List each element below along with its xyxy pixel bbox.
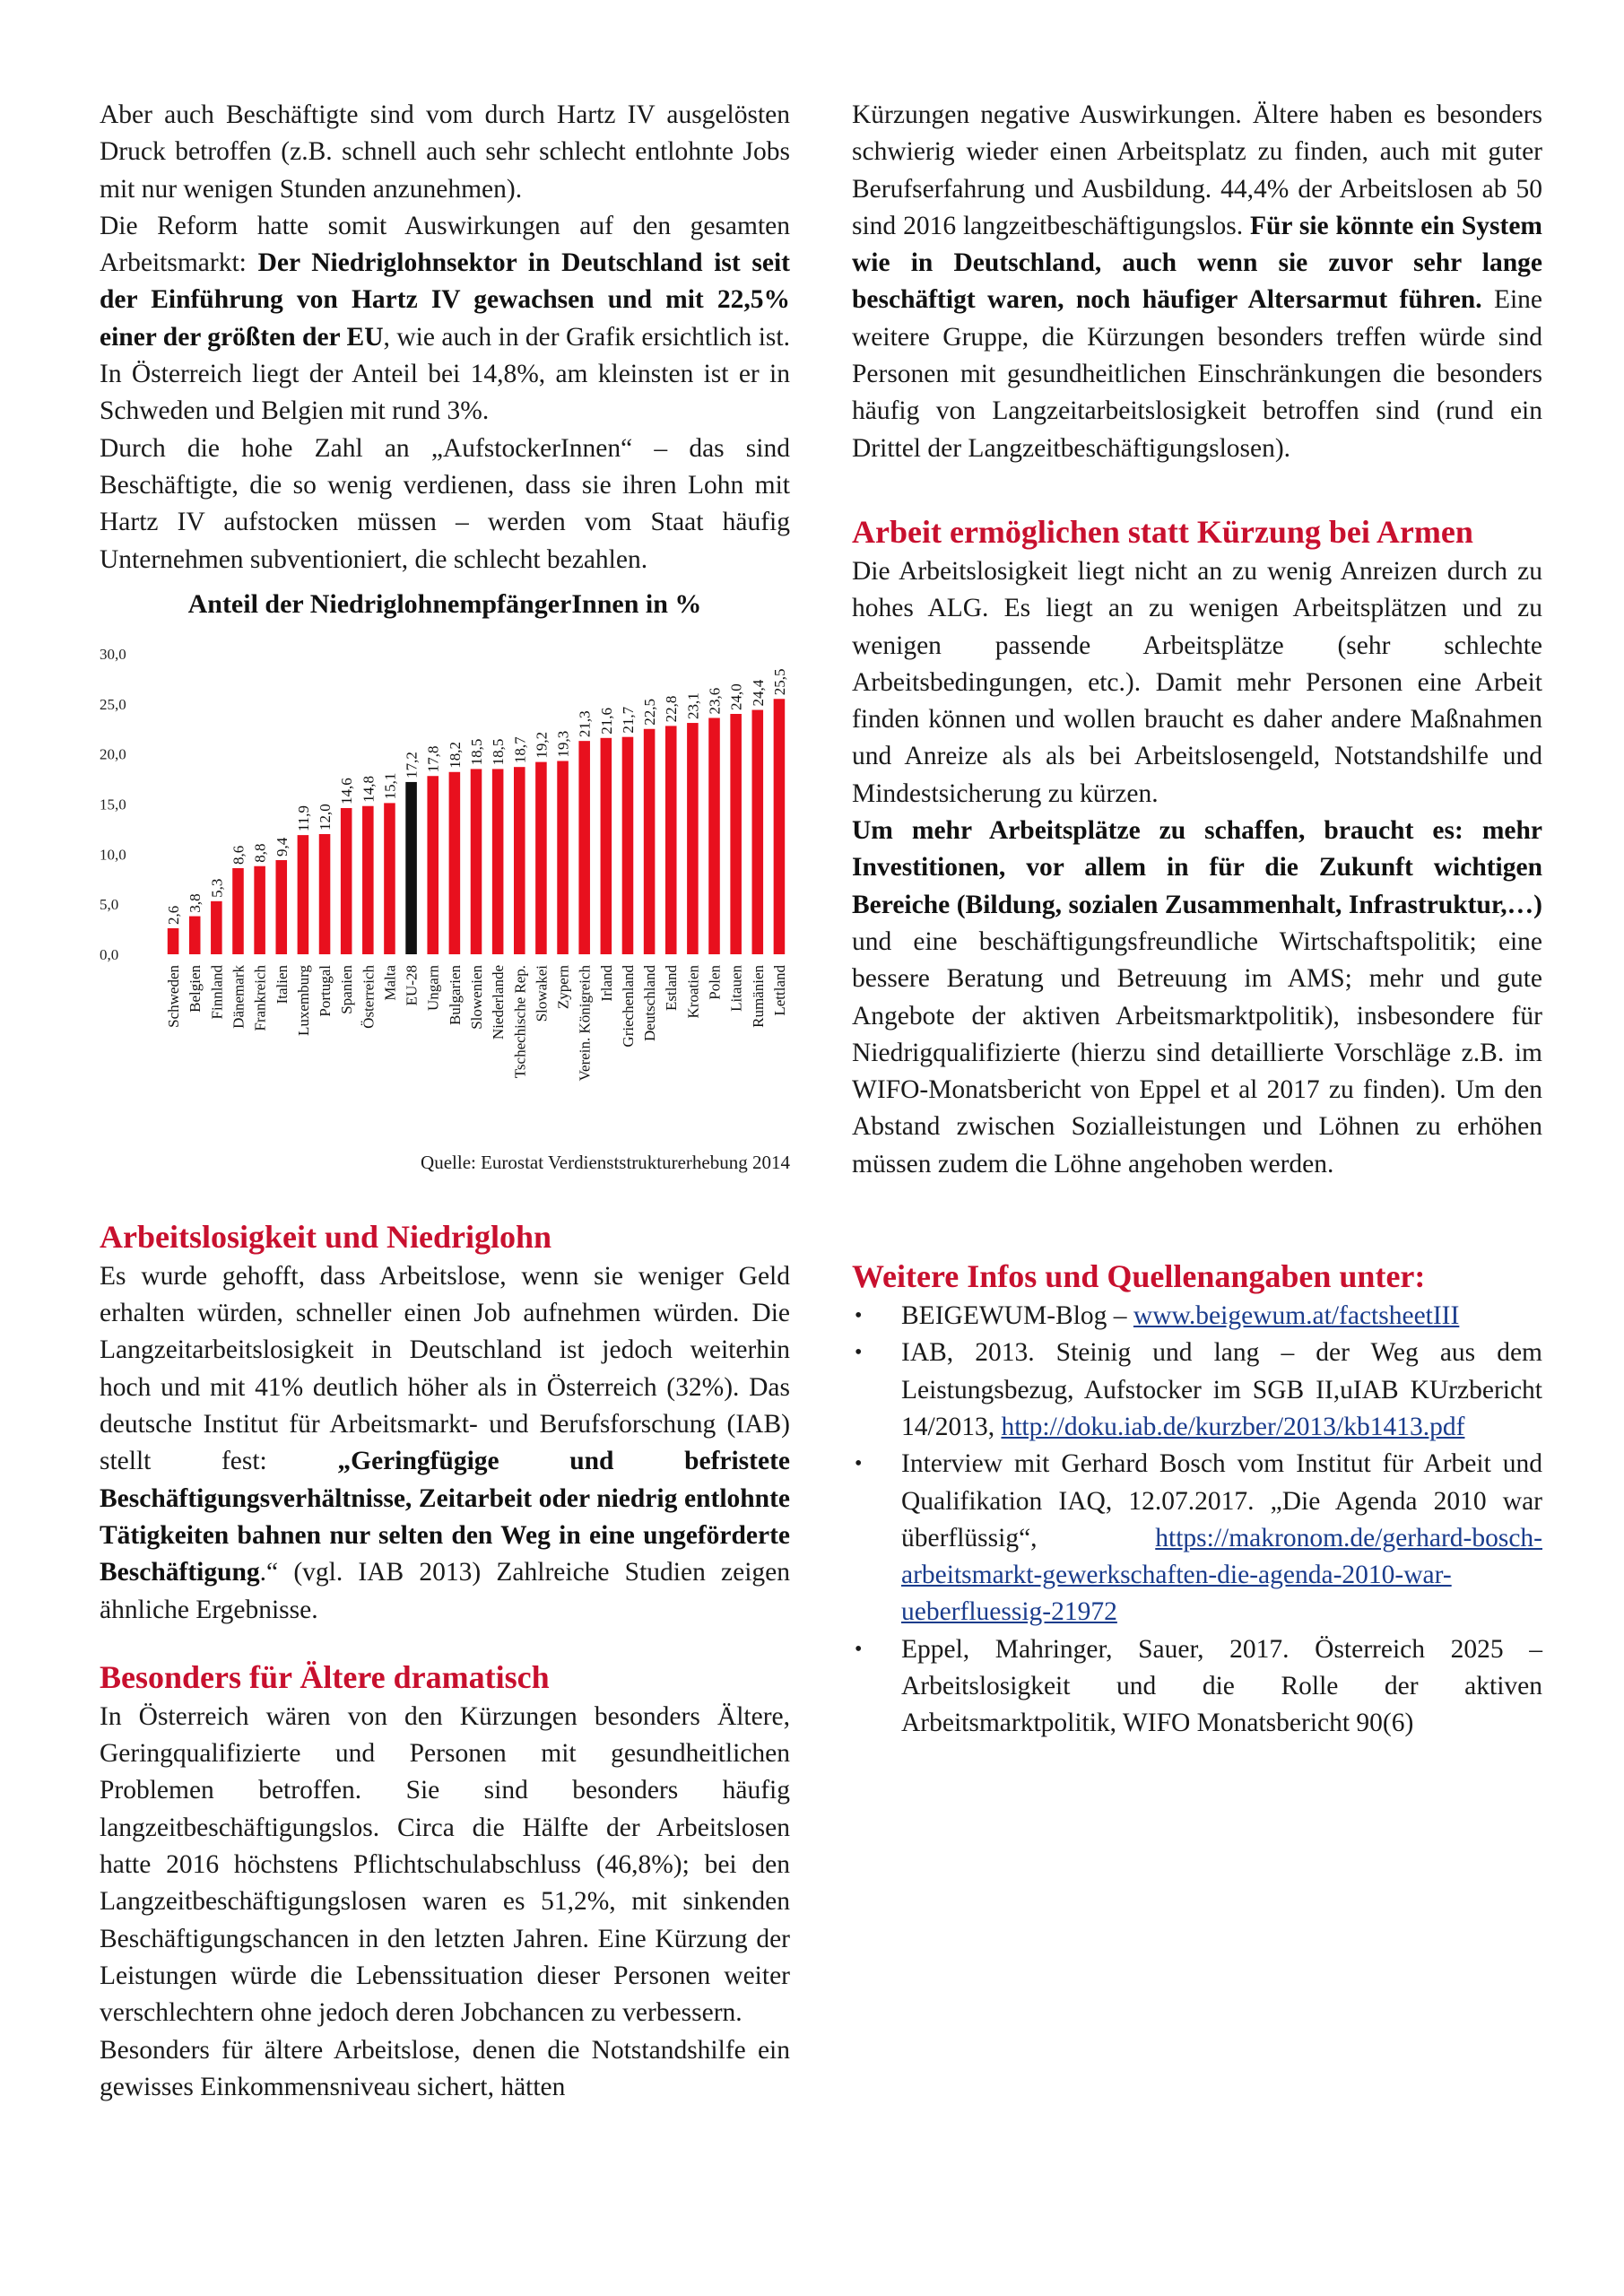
bar-value-label: 8,8 xyxy=(251,843,269,863)
category-label: Deutschland xyxy=(641,964,659,1041)
bar xyxy=(644,729,656,954)
bar xyxy=(405,782,417,954)
bar xyxy=(665,726,677,954)
intro-paragraph-1: Aber auch Beschäftigte sind vom durch Hartz IV ausgelösten Druck betroffen (z.B. schnell auch sehr schlecht entlohnte Jobs mit nur wenigen Stunden anzunehmen). xyxy=(100,100,790,204)
y-tick-label: 30,0 xyxy=(100,645,126,663)
bar-value-label: 2,6 xyxy=(165,905,183,925)
bar-value-label: 14,8 xyxy=(360,775,378,803)
bar xyxy=(254,866,265,954)
section1-quote-bold: „Geringfügige und befristete Beschäftigungsverhältnisse, Zeitarbeit oder niedrig entlohnte Tätigkeiten bahnen nur selten den Weg in eine ungeförderte Beschäftigung xyxy=(100,1447,790,1587)
category-label: Irland xyxy=(597,964,615,1002)
heading-arbeitslosigkeit: Arbeitslosigkeit und Niedriglohn xyxy=(100,1218,552,1255)
bar xyxy=(687,723,699,954)
section1-text-start: Es wurde gehofft, dass Arbeitslose, wenn sie weniger Geld erhalten würden, schneller einen Job aufnehmen würden. Die Langzeitarbeitslosigkeit in Deutschland ist jedoch weiterhin hoch und mit 41% deutlich höher als in Österreich (32%). Das deutsche Institut für Arbeitsmarkt- und Berufsforschung (IAB) stellt fest: xyxy=(100,1261,790,1476)
bar xyxy=(362,806,374,954)
bar xyxy=(341,808,352,954)
bar-value-label: 5,3 xyxy=(208,878,226,898)
bar xyxy=(384,803,395,954)
category-label: Niederlande xyxy=(490,964,508,1039)
category-label: Finnland xyxy=(208,964,226,1020)
reference-text: Interview mit Gerhard Bosch vom Institut für Arbeit und Qualifikation IAQ, 12.07.2017. „Die Agenda 2010 war überflüssig“, xyxy=(901,1449,1542,1552)
bar xyxy=(601,738,612,954)
reference-link-makronom[interactable]: https://makronom.de/gerhard-bosch-arbeitsmarkt-gewerkschaften-die-agenda-2010-war-ueberfluessig-21972 xyxy=(901,1523,1542,1627)
bar-value-label: 25,5 xyxy=(770,668,788,696)
bar xyxy=(298,835,309,954)
chart-source: Quelle: Eurostat Verdienststrukturerhebung 2014 xyxy=(421,1151,790,1173)
bar-value-label: 23,1 xyxy=(684,692,702,719)
category-label: Schweden xyxy=(165,964,183,1028)
category-label: Slowakei xyxy=(533,964,551,1022)
bar-value-label: 19,3 xyxy=(554,730,572,758)
y-tick-label: 15,0 xyxy=(100,796,126,813)
bar xyxy=(708,718,720,954)
section1-text-end: .“ (vgl. IAB 2013) Zahlreiche Studien zeigen ähnliche Ergebnisse. xyxy=(100,1558,790,1624)
category-label: Tschechische Rep. xyxy=(511,964,529,1079)
bar-value-label: 24,4 xyxy=(749,679,767,707)
bar xyxy=(319,834,331,954)
bar-value-label: 23,6 xyxy=(706,687,724,715)
section3-p2-bold: Um mehr Arbeitsplätze zu schaffen, braucht es: mehr Investitionen, vor allem in für die Zukunft wichtigen Bereiche (Bildung, sozialen Zusammenhalt, Infrastruktur,…) xyxy=(852,816,1542,919)
bar-value-label: 18,7 xyxy=(511,736,529,764)
bar xyxy=(211,901,222,954)
category-label: Zypern xyxy=(554,964,572,1009)
bar-value-label: 12,0 xyxy=(317,804,334,831)
heading-aeltere: Besonders für Ältere dramatisch xyxy=(100,1658,550,1695)
bullet-icon: • xyxy=(855,1637,863,1661)
bar xyxy=(275,860,287,954)
bar xyxy=(492,769,504,954)
heading-references: Weitere Infos und Quellenangaben unter: xyxy=(852,1258,1426,1295)
category-label: Portugal xyxy=(317,964,334,1017)
bars xyxy=(168,699,785,954)
right-column xyxy=(852,97,1542,1743)
x-axis-labels xyxy=(165,964,788,1081)
reference-item xyxy=(852,1446,1542,1631)
y-tick-label: 5,0 xyxy=(100,896,119,914)
category-label: Dänemark xyxy=(230,964,248,1029)
section1-paragraph xyxy=(100,1258,790,1629)
bar-value-label: 18,2 xyxy=(446,741,464,769)
bar-value-label: 18,5 xyxy=(468,738,485,766)
section3-paragraph-1: Die Arbeitslosigkeit liegt nicht an zu wenig Anreizen durch zu hohes ALG. Es liegt an zu wenigen Arbeitsplätzen und zu wenigen passende Arbeitsplätze (sehr schlechte Arbeitsbedingungen, etc.). Damit mehr Personen eine Arbeit finden können und wollen braucht es daher andere Maßnahmen und Anreize als als bei Arbeitslosengeld, Notstandshilfe und Mindestsicherung zu kürzen. xyxy=(852,556,1542,808)
reference-text: BEIGEWUM-Blog – xyxy=(901,1301,1133,1331)
bar xyxy=(471,769,482,954)
reference-item xyxy=(852,1631,1542,1743)
category-label: Frankreich xyxy=(251,964,269,1031)
y-tick-label: 0,0 xyxy=(100,945,119,963)
bar xyxy=(730,714,742,954)
bar xyxy=(578,741,590,954)
intro-p2-end: , wie auch in der Grafik ersichtlich ist. In Österreich liegt der Anteil bei 14,8%, am kleinsten ist er in Schweden und Belgien mit rund 3%. xyxy=(100,322,790,426)
bar-value-label: 24,0 xyxy=(727,683,745,710)
category-label: Österreich xyxy=(360,964,378,1029)
category-label: Rumänien xyxy=(749,964,767,1028)
bar-value-label: 11,9 xyxy=(294,804,312,831)
y-tick-label: 10,0 xyxy=(100,846,126,864)
category-label: Belgien xyxy=(187,964,204,1013)
category-label: Spanien xyxy=(338,964,356,1014)
bar-value-label: 22,5 xyxy=(641,698,659,726)
category-label: EU-28 xyxy=(403,964,421,1006)
bar-value-label: 17,8 xyxy=(424,745,442,773)
y-tick-label: 25,0 xyxy=(100,695,126,713)
reference-text: Eppel, Mahringer, Sauer, 2017. Österreich 2025 – Arbeitslosigkeit und die Rolle der aktiven Arbeitsmarktpolitik, WIFO Monatsbericht 90(6) xyxy=(901,1634,1542,1738)
bar xyxy=(774,699,786,954)
lowwage-bar-chart xyxy=(100,582,790,1156)
section3-paragraph-2 xyxy=(852,813,1542,1183)
bar xyxy=(622,737,634,954)
category-label: Estland xyxy=(663,964,681,1011)
bar xyxy=(514,767,525,954)
category-label: Griechenland xyxy=(619,964,637,1048)
y-tick-label: 20,0 xyxy=(100,745,126,763)
bar-value-label: 15,1 xyxy=(381,772,399,800)
category-label: Luxemburg xyxy=(294,964,312,1036)
bullet-icon: • xyxy=(855,1341,863,1365)
category-label: Bulgarien xyxy=(446,964,464,1025)
category-label: Lettland xyxy=(770,964,788,1016)
reference-item xyxy=(852,1298,1542,1335)
bar-value-label: 14,6 xyxy=(338,778,356,804)
reference-list xyxy=(852,1298,1542,1743)
bar xyxy=(557,761,569,954)
category-label: Litauen xyxy=(727,964,745,1012)
bar xyxy=(427,776,439,954)
bar xyxy=(232,868,244,954)
bar-value-label: 9,4 xyxy=(273,837,291,857)
reference-link-beigewum[interactable]: www.beigewum.at/factsheetIII xyxy=(1133,1301,1460,1331)
continuation-start: Kürzungen negative Auswirkungen. Ältere haben es besonders schwierig wieder einen Arbeitsplatz zu finden, auch mit guter Berufserfahrung und Ausbildung. 44,4% der Arbeitslosen ab 50 sind 2016 langzeitbeschäftigungslos. xyxy=(852,100,1542,240)
section2-paragraph-1: In Österreich wären von den Kürzungen besonders Ältere, Geringqualifizierte und Personen mit gesundheitlichen Problemen betroffen. Sie sind besonders häufig langzeitbeschäftigungslos. Circa die Hälfte der Arbeitslosen hatte 2016 höchstens Pflichtschulabschluss (46,8%); bei den Langzeitbeschäftigungslosen waren es 51,2%, mit sinkenden Beschäftigungschancen in den letzten Jahren. Eine Kürzung der Leistungen würde die Lebenssituation dieser Personen weiter verschlechtern ohne jedoch deren Jobchancen zu verbessern. xyxy=(100,1701,790,2028)
category-label: Ungarn xyxy=(424,964,442,1011)
bar-value-label: 3,8 xyxy=(187,893,204,913)
bar xyxy=(752,709,764,953)
intro-paragraph-3: Durch die hohe Zahl an „AufstockerInnen“ – das sind Beschäftigte, die so wenig verdienen, dass sie ihren Lohn mit Hartz IV aufstocken müssen – werden vom Staat häufig Unternehmen subventioniert, die schlecht bezahlen. xyxy=(100,433,790,574)
continuation-end: Eine weitere Gruppe, die Kürzungen besonders treffen würde sind Personen mit gesundheitlichen Einschränkungen die besonders häufig von Langzeitarbeitslosigkeit betroffen sind (rund ein Drittel der Langzeitbeschäftigungslosen). xyxy=(852,285,1542,463)
left-column xyxy=(100,97,790,2106)
bar-value-label: 21,6 xyxy=(597,707,615,735)
bar-value-label: 22,8 xyxy=(663,695,681,723)
lowwage-chart xyxy=(100,582,790,1174)
category-label: Verein. Königreich xyxy=(576,964,594,1082)
section2-paragraph-2: Besonders für ältere Arbeitslose, denen die Notstandshilfe ein gewisses Einkommensniveau sichert, hätten xyxy=(100,2035,790,2101)
intro-p2-start: Die Reform hatte somit Auswirkungen auf den gesamten Arbeitsmarkt: xyxy=(100,211,790,278)
continuation-bold: Für sie könnte ein System wie in Deutschland, auch wenn sie zuvor sehr lange beschäftigt waren, noch häufiger Altersarmut führen. xyxy=(852,211,1542,315)
intro-p2-bold: Der Niedriglohnsektor in Deutschland ist seit der Einführung von Hartz IV gewachsen und mit 22,5% einer der größten der EU xyxy=(100,248,790,352)
category-label: Polen xyxy=(706,964,724,1000)
category-label: Kroatien xyxy=(684,964,702,1019)
chart-title: Anteil der NiedriglohnempfängerInnen in % xyxy=(187,588,702,619)
category-label: Italien xyxy=(273,964,291,1004)
bar-value-label: 8,6 xyxy=(230,845,248,865)
bar-value-label: 19,2 xyxy=(533,731,551,759)
y-axis xyxy=(100,646,126,963)
bar xyxy=(168,928,179,954)
category-label: Malta xyxy=(381,964,399,1001)
bar xyxy=(189,916,201,953)
bar xyxy=(535,761,547,953)
bullet-icon: • xyxy=(855,1452,863,1476)
continuation-paragraph xyxy=(852,97,1542,467)
intro-paragraph-2 xyxy=(100,208,790,430)
bar-value-label: 21,3 xyxy=(576,710,594,738)
bullet-icon: • xyxy=(855,1304,863,1328)
section3-p2-rest: und eine beschäftigungsfreundliche Wirtschaftspolitik; eine bessere Beratung und Betreuung im AMS; mehr und gute Angebote der aktiven Arbeitsmarktpolitik), insbesondere für Niedrigqualifizierte (hierzu sind detaillierte Vorschläge z.B. im WIFO-Monatsbericht von Eppel et al 2017 zu finden). Um den Abstand zwischen Sozialleistungen und Löhnen zu erhöhen müssen zudem die Löhne angehoben werden. xyxy=(852,926,1542,1178)
bar xyxy=(449,772,461,954)
bar-value-label: 21,7 xyxy=(619,706,637,734)
heading-arbeit-ermoeglichen: Arbeit ermöglichen statt Kürzung bei Armen xyxy=(852,513,1473,550)
category-label: Slowenien xyxy=(468,964,485,1030)
reference-link-iab[interactable]: http://doku.iab.de/kurzber/2013/kb1413.pdf xyxy=(1001,1412,1465,1441)
bar-value-label: 18,5 xyxy=(490,738,508,766)
reference-text: IAB, 2013. Steinig und lang – der Weg aus dem Leistungsbezug, Aufstocker im SGB II,uIAB KUrzbericht 14/2013, xyxy=(901,1338,1542,1441)
reference-item xyxy=(852,1335,1542,1446)
bar-value-label: 17,2 xyxy=(403,752,421,778)
